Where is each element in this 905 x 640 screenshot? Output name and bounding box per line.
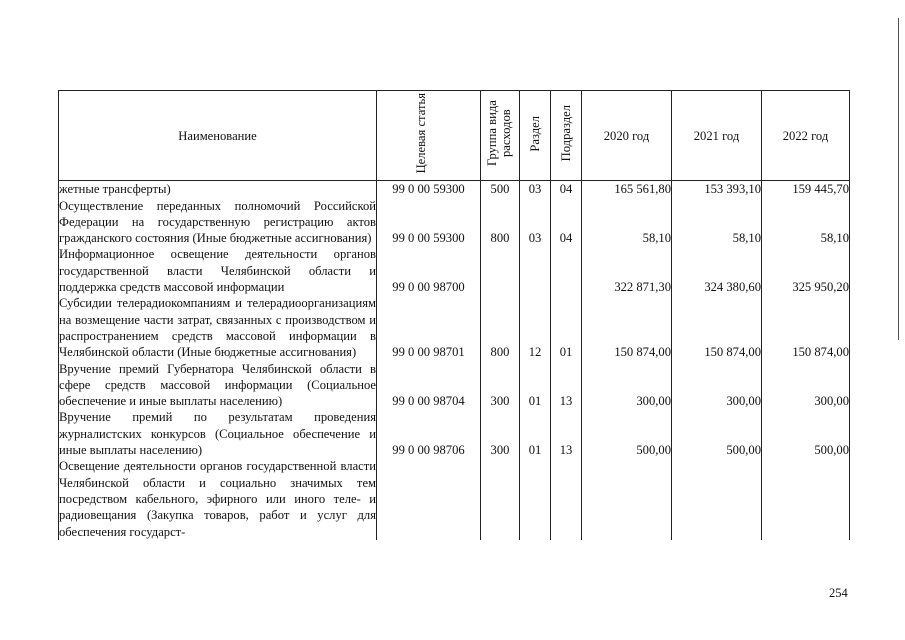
- row-2020: 300,00: [582, 361, 672, 410]
- row-2020: 165 561,80: [582, 181, 672, 198]
- row-2021: [672, 458, 762, 539]
- page-number: 254: [829, 586, 848, 600]
- row-code: [377, 458, 481, 539]
- row-subsection: 13: [551, 361, 582, 410]
- row-2022: 58,10: [762, 198, 850, 247]
- row-subsection: 04: [551, 181, 582, 198]
- row-2022: 500,00: [762, 409, 850, 458]
- row-section: 12: [520, 295, 551, 360]
- row-name: жетные трансферты): [59, 181, 377, 198]
- row-2022: 325 950,20: [762, 246, 850, 295]
- row-code: 99 0 00 59300: [377, 198, 481, 247]
- row-2020: 58,10: [582, 198, 672, 247]
- row-section: 01: [520, 409, 551, 458]
- row-subsection: 13: [551, 409, 582, 458]
- row-group: 800: [481, 198, 520, 247]
- row-2021: 324 380,60: [672, 246, 762, 295]
- row-2021: 58,10: [672, 198, 762, 247]
- col-header-target-article: Целевая статья: [377, 91, 481, 181]
- row-name: Вручение премий Губернатора Челябинской области в сфере средств массовой информации (Социальное обеспечение и иные выплаты населению): [59, 361, 376, 409]
- row-name: Информационное освещение деятельности органов государственной власти Челябинской области и поддержка средств массовой информации: [59, 247, 376, 295]
- col-header-subsection: Подраздел: [551, 91, 582, 181]
- row-2022: [762, 458, 850, 539]
- row-2022: 300,00: [762, 361, 850, 410]
- row-2020: 322 871,30: [582, 246, 672, 295]
- table-row: [59, 198, 850, 247]
- row-section: 03: [520, 198, 551, 247]
- table-row: [59, 458, 850, 539]
- row-group: 300: [481, 361, 520, 410]
- col-header-expense-group: Группа вида расходов: [481, 91, 520, 181]
- row-2021: 500,00: [672, 409, 762, 458]
- budget-table: [58, 90, 850, 540]
- row-code: 99 0 00 59300: [377, 181, 481, 198]
- row-2021: 300,00: [672, 361, 762, 410]
- header-row: [59, 91, 850, 181]
- col-header-2021: 2021 год: [672, 91, 762, 181]
- row-subsection: [551, 246, 582, 295]
- row-subsection: 04: [551, 198, 582, 247]
- row-2022: 150 874,00: [762, 295, 850, 360]
- col-header-name: Наименование: [59, 91, 377, 181]
- col-header-section: Раздел: [520, 91, 551, 181]
- row-section: 03: [520, 181, 551, 198]
- row-code: 99 0 00 98700: [377, 246, 481, 295]
- row-section: 01: [520, 361, 551, 410]
- row-subsection: 01: [551, 295, 582, 360]
- table-row: [59, 361, 850, 410]
- row-code: 99 0 00 98701: [377, 295, 481, 360]
- table-row: [59, 181, 850, 198]
- row-2022: 159 445,70: [762, 181, 850, 198]
- row-name: Освещение деятельности органов государственной власти Челябинской области и социально значимых тем посредством кабельного, эфирного или иного теле- и радиовещания (Закупка товаров, работ и услуг для обеспечения государст-: [59, 459, 376, 539]
- row-2021: 153 393,10: [672, 181, 762, 198]
- table-row: [59, 246, 850, 295]
- row-code: 99 0 00 98704: [377, 361, 481, 410]
- row-section: [520, 458, 551, 539]
- row-group: 500: [481, 181, 520, 198]
- row-code: 99 0 00 98706: [377, 409, 481, 458]
- col-header-2022: 2022 год: [762, 91, 850, 181]
- row-name: Субсидии телерадиокомпаниям и телерадиоорганизациям на возмещение части затрат, связанных с производством и распространением средств массовой информации в Челябинской области (Иные бюджетные ассигнования): [59, 296, 376, 360]
- row-2020: [582, 458, 672, 539]
- col-header-2020: 2020 год: [582, 91, 672, 181]
- row-name: Вручение премий по результатам проведения журналистских конкурсов (Социальное обеспечение и иные выплаты населению): [59, 410, 376, 458]
- row-2020: 500,00: [582, 409, 672, 458]
- row-2021: 150 874,00: [672, 295, 762, 360]
- row-group: [481, 458, 520, 539]
- page-edge-line: [898, 18, 899, 340]
- table-row: [59, 409, 850, 458]
- row-2020: 150 874,00: [582, 295, 672, 360]
- row-section: [520, 246, 551, 295]
- row-subsection: [551, 458, 582, 539]
- row-group: [481, 246, 520, 295]
- row-name: Осуществление переданных полномочий Российской Федерации на государственную регистрацию актов гражданского состояния (Иные бюджетные ассигнования): [59, 198, 376, 246]
- table-row: [59, 295, 850, 360]
- row-group: 800: [481, 295, 520, 360]
- row-group: 300: [481, 409, 520, 458]
